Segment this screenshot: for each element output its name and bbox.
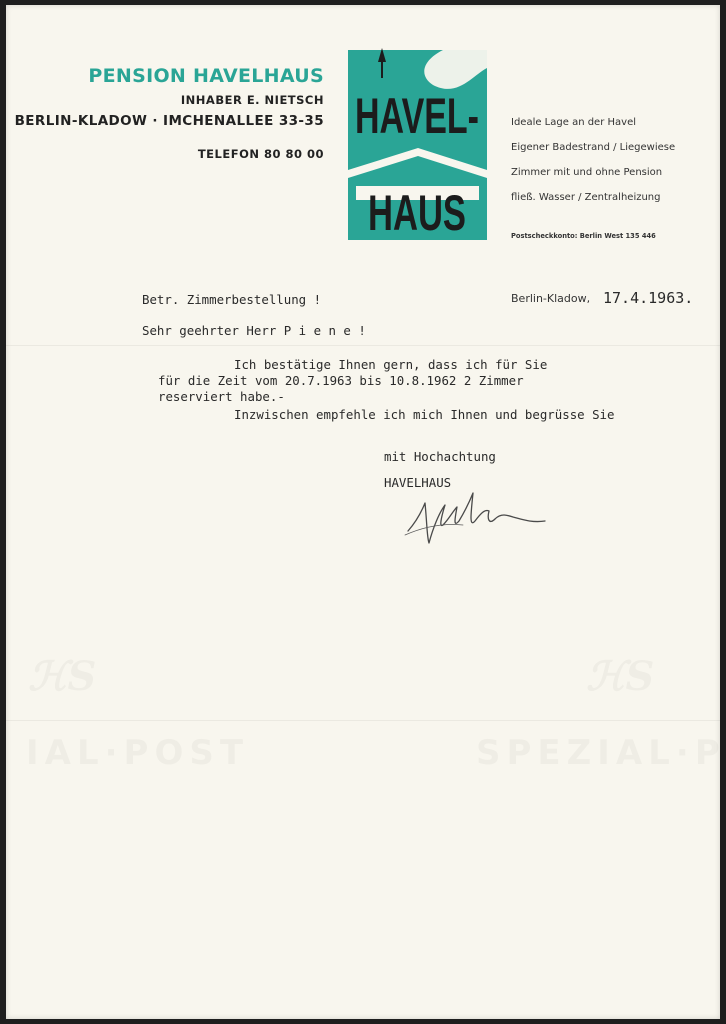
subject-line: Betr. Zimmerbestellung ! — [142, 292, 322, 307]
watermark-text — [476, 733, 726, 773]
watermark-monogram — [28, 653, 96, 700]
body-line: für die Zeit vom 20.7.1963 bis 10.8.1962 2 Zimmer — [158, 373, 524, 388]
salutation: Sehr geehrter Herr P i e n e ! — [142, 323, 366, 338]
place-line: Berlin-Kladow, — [511, 292, 591, 305]
sender-name: HAVELHAUS — [384, 475, 452, 490]
fold-line — [6, 720, 720, 721]
amenity-item: Ideale Lage an der Havel — [511, 117, 636, 128]
phone-number: TELEFON 80 80 00 — [197, 147, 324, 161]
watermark-monogram — [586, 653, 654, 700]
amenities-list — [511, 117, 675, 217]
watermark-text — [26, 733, 249, 773]
body-line: Ich bestätige Ihnen gern, dass ich für Sie — [234, 357, 548, 372]
handwritten-signature — [403, 483, 553, 553]
pension-address: BERLIN-KLADOW · IMCHENALLEE 33-35 — [14, 113, 324, 129]
owner-name: INHABER E. NIETSCH — [180, 93, 324, 107]
letter-sheet — [6, 5, 720, 1019]
body-line: reserviert habe.- — [158, 389, 285, 404]
postcheck-account: Postscheckkonto: Berlin West 135 446 — [511, 232, 656, 240]
amenity-item: Zimmer mit und ohne Pension — [511, 167, 663, 178]
logo-line2: HAUS — [368, 185, 466, 241]
logo-line1: HAVEL- — [355, 88, 479, 144]
havelhaus-logo — [348, 50, 487, 240]
letter-date: 17.4.1963. — [603, 289, 694, 307]
amenity-item: Eigener Badestrand / Liegewiese — [511, 142, 676, 153]
body-line: Inzwischen empfehle ich mich Ihnen und begrüsse Sie — [234, 407, 615, 422]
amenity-item: fließ. Wasser / Zentralheizung — [511, 192, 661, 203]
fold-line — [6, 345, 720, 346]
closing: mit Hochachtung — [384, 449, 496, 464]
pension-name: PENSION HAVELHAUS — [88, 65, 324, 87]
